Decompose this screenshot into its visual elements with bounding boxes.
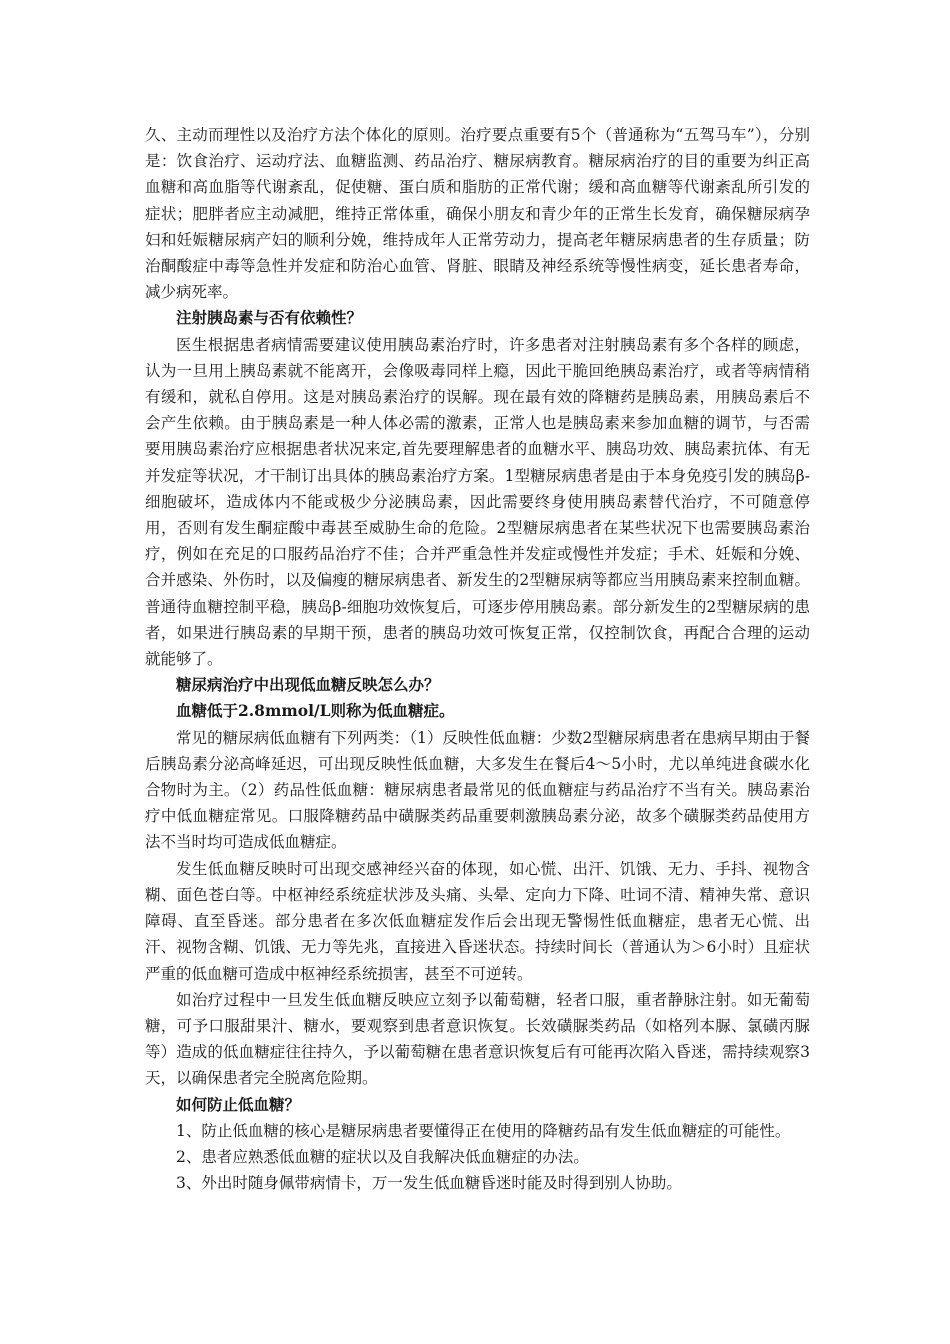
paragraph-hypoglycemia-types: 常见的糖尿病低血糖有下列两类：（1）反映性低血糖：少数2型糖尿病患者在患病早期由于餐后胰岛素分泌高峰延迟，可出现反映性低血糖，大多发生在餐后4～5小时，尤以单纯进食碳水化合物时为主。（2）药品性低血糖：糖尿病患者最常见的低血糖症与药品治疗不当有关。胰岛素治疗中低血糖症常见。口服降糖药品中磺脲类药品重要刺激胰岛素分泌，故多个磺脲类药品使用方法不当时均可造成低血糖症。 <box>145 728 810 852</box>
heading-hypoglycemia-treatment: 糖尿病治疗中出现低血糖反映怎么办？ <box>176 675 440 695</box>
document-page <box>145 122 810 1196</box>
heading-prevention: 如何防止低血糖？ <box>176 1094 301 1114</box>
paragraph-hypoglycemia-symptoms: 发生低血糖反映时可出现交感神经兴奋的体现，如心慌、出汗、饥饿、无力、手抖、视物含糊、面色苍白等。中枢神经系统症状涉及头痛、头晕、定向力下降、吐词不清、精神失常、意识障碍、直至昏迷。部分患者在多次低血糖症发作后会出现无警惕性低血糖症，患者无心慌、出汗、视物含糊、饥饿、无力等先兆，直接进入昏迷状态。持续时间长（普通认为＞6小时）且症状严重的低血糖可造成中枢神经系统损害，甚至不可逆转。 <box>145 859 810 983</box>
list-item-prevention-3: 3、外出时随身佩带病情卡，万一发生低血糖昏迷时能及时得到别人协助。 <box>176 1174 682 1193</box>
paragraph-treatment-principles: 久、主动而理性以及治疗方法个体化的原则。治疗要点重要有5个（普通称为“五驾马车”），分别是：饮食治疗、运动疗法、血糖监测、药品治疗、糖尿病教育。糖尿病治疗的目的重要为纠正高血糖和高血脂等代谢紊乱，促使糖、蛋白质和脂肪的正常代谢；缓和高血糖等代谢紊乱所引发的症状；肥胖者应主动减肥，维持正常体重，确保小朋友和青少年的正常生长发育，确保糖尿病孕妇和妊娠糖尿病产妇的顺利分娩，维持成年人正常劳动力，提高老年糖尿病患者的生存质量；防治酮酸症中毒等急性并发症和防治心血管、肾脏、眼睛及神经系统等慢性病变，延长患者寿命，减少病死率。 <box>145 126 810 302</box>
paragraph-insulin: 医生根据患者病情需要建议使用胰岛素治疗时，许多患者对注射胰岛素有多个各样的顾虑，认为一旦用上胰岛素就不能离开，会像吸毒同样上瘾，因此干脆回绝胰岛素治疗，或者等病情稍有缓和，就私自停用。这是对胰岛素治疗的误解。现在最有效的降糖药是胰岛素，用胰岛素后不会产生依赖。由于胰岛素是一种人体必需的激素，正常人也是胰岛素来参加血糖的调节，与否需要用胰岛素治疗应根据患者状况来定,首先要理解患者的血糖水平、胰岛功效、胰岛素抗体、有无并发症等状况，才干制订出具体的胰岛素治疗方案。1型糖尿病患者是由于本身免疫引发的胰岛β-细胞破坏，造成体内不能或极少分泌胰岛素，因此需要终身使用胰岛素替代治疗，不可随意停用，否则有发生酮症酸中毒甚至威胁生命的危险。2型糖尿病患者在某些状况下也需要胰岛素治疗，例如在充足的口服药品治疗不佳；合并严重急性并发症或慢性并发症；手术、妊娠和分娩、合并感染、外伤时，以及偏瘦的糖尿病患者、新发生的2型糖尿病等都应当用胰岛素来控制血糖。普通待血糖控制平稳，胰岛β-细胞功效恢复后，可逐步停用胰岛素。部分新发生的2型糖尿病的患者，如果进行胰岛素的早期干预，患者的胰岛功效可恢复正常，仅控制饮食，再配合合理的运动就能够了。 <box>145 335 810 669</box>
paragraph-hypoglycemia-management: 如治疗过程中一旦发生低血糖反映应立刻予以葡萄糖，轻者口服，重者静脉注射。如无葡萄糖，可予口服甜果汁、糖水，要观察到患者意识恢复。长效磺脲类药品（如格列本脲、氯磺丙脲等）造成的低血糖症往往持久，予以葡萄糖在患者意识恢复后有可能再次陷入昏迷，需持续观察3天，以确保患者完全脱离危险期。 <box>145 990 810 1088</box>
heading-insulin-dependence: 注射胰岛素与否有依赖性？ <box>176 308 363 328</box>
list-item-prevention-1: 1、防止低血糖的核心是糖尿病患者要懂得正在使用的降糖药品有发生低血糖症的可能性。 <box>176 1121 791 1140</box>
heading-hypoglycemia-definition: 血糖低于2.8mmol/L则称为低血糖症。 <box>176 701 455 721</box>
list-item-prevention-2: 2、患者应熟悉低血糖的症状以及自我解决低血糖症的办法。 <box>176 1147 589 1166</box>
